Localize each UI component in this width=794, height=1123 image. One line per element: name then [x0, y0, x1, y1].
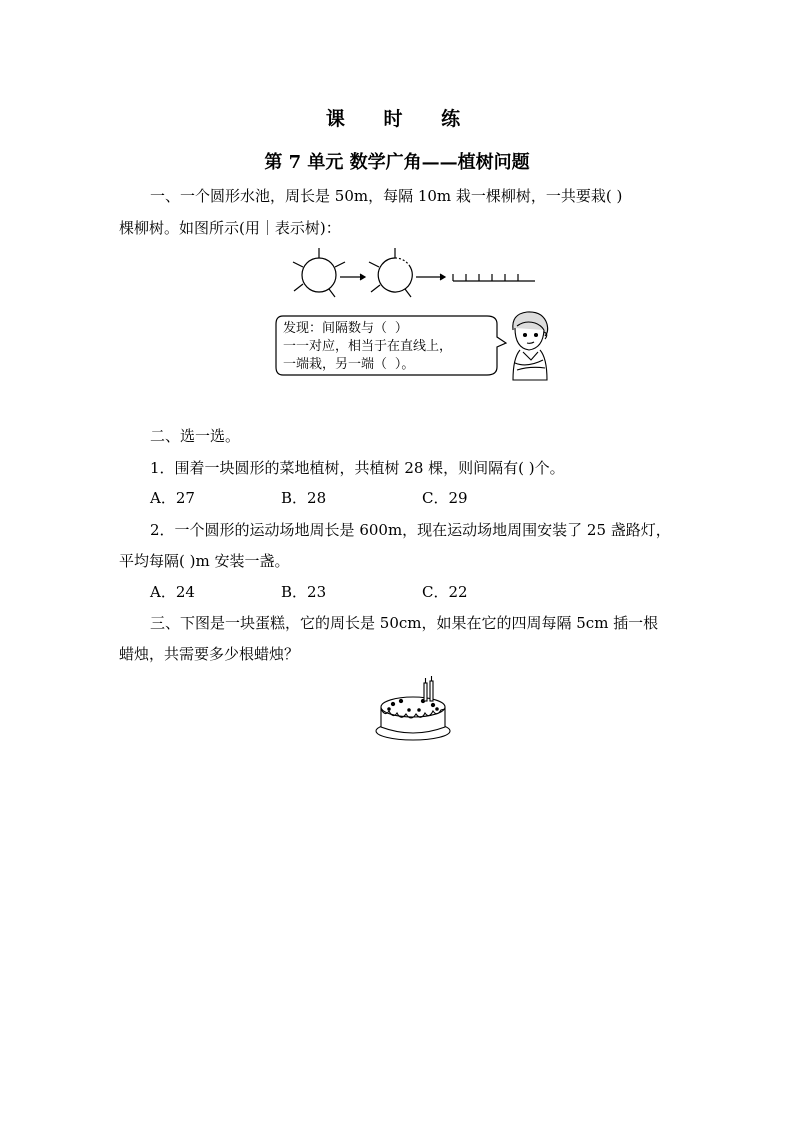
bubble-line2: 一一对应，相当于在直线上，	[283, 339, 453, 354]
q1-line2: 棵柳树。如图所示(用｜表示树)：	[119, 219, 341, 237]
unit-subtitle: 第 7 单元 数学广角——植树问题	[264, 152, 530, 173]
q3-line2: 蜡烛，共需要多少根蜡烛？	[119, 645, 300, 663]
q2-item2-option-b: B．23	[281, 583, 327, 601]
q2-item1-option-a: A．27	[150, 489, 195, 507]
bubble-line3: 一端栽，另一端（ ）。	[283, 357, 415, 372]
q2-item2-stem-line1: 2．一个圆形的运动场地周长是 600m，现在运动场地周围安装了 25 盏路灯，	[150, 521, 671, 539]
boy-thinking-icon	[505, 308, 555, 383]
q2-item1-option-b: B．28	[281, 489, 327, 507]
speech-bubble-text	[277, 317, 497, 375]
tree-diagram	[285, 243, 540, 303]
q3-line1: 三、下图是一块蛋糕，它的周长是 50cm，如果在它的四周每隔 5cm 插一根	[150, 614, 659, 632]
q2-item1-option-c: C．29	[422, 489, 468, 507]
page-title: 课 时 练	[325, 108, 477, 130]
q2-heading: 二、选一选。	[150, 427, 241, 445]
q2-item1-stem: 1．围着一块圆形的菜地植树，共植树 28 棵，则间隔有( )个。	[150, 459, 565, 477]
q1-line1: 一、一个圆形水池，周长是 50m，每隔 10m 栽一棵柳树，一共要栽( )	[150, 187, 623, 205]
q2-item2-option-a: A．24	[150, 583, 195, 601]
birthday-cake-icon	[373, 673, 453, 745]
bubble-line1: 发现：间隔数与（ ）	[283, 321, 408, 336]
q2-item2-option-c: C．22	[422, 583, 468, 601]
q2-item2-stem-line2: 平均每隔( )m 安装一盏。	[119, 552, 290, 570]
